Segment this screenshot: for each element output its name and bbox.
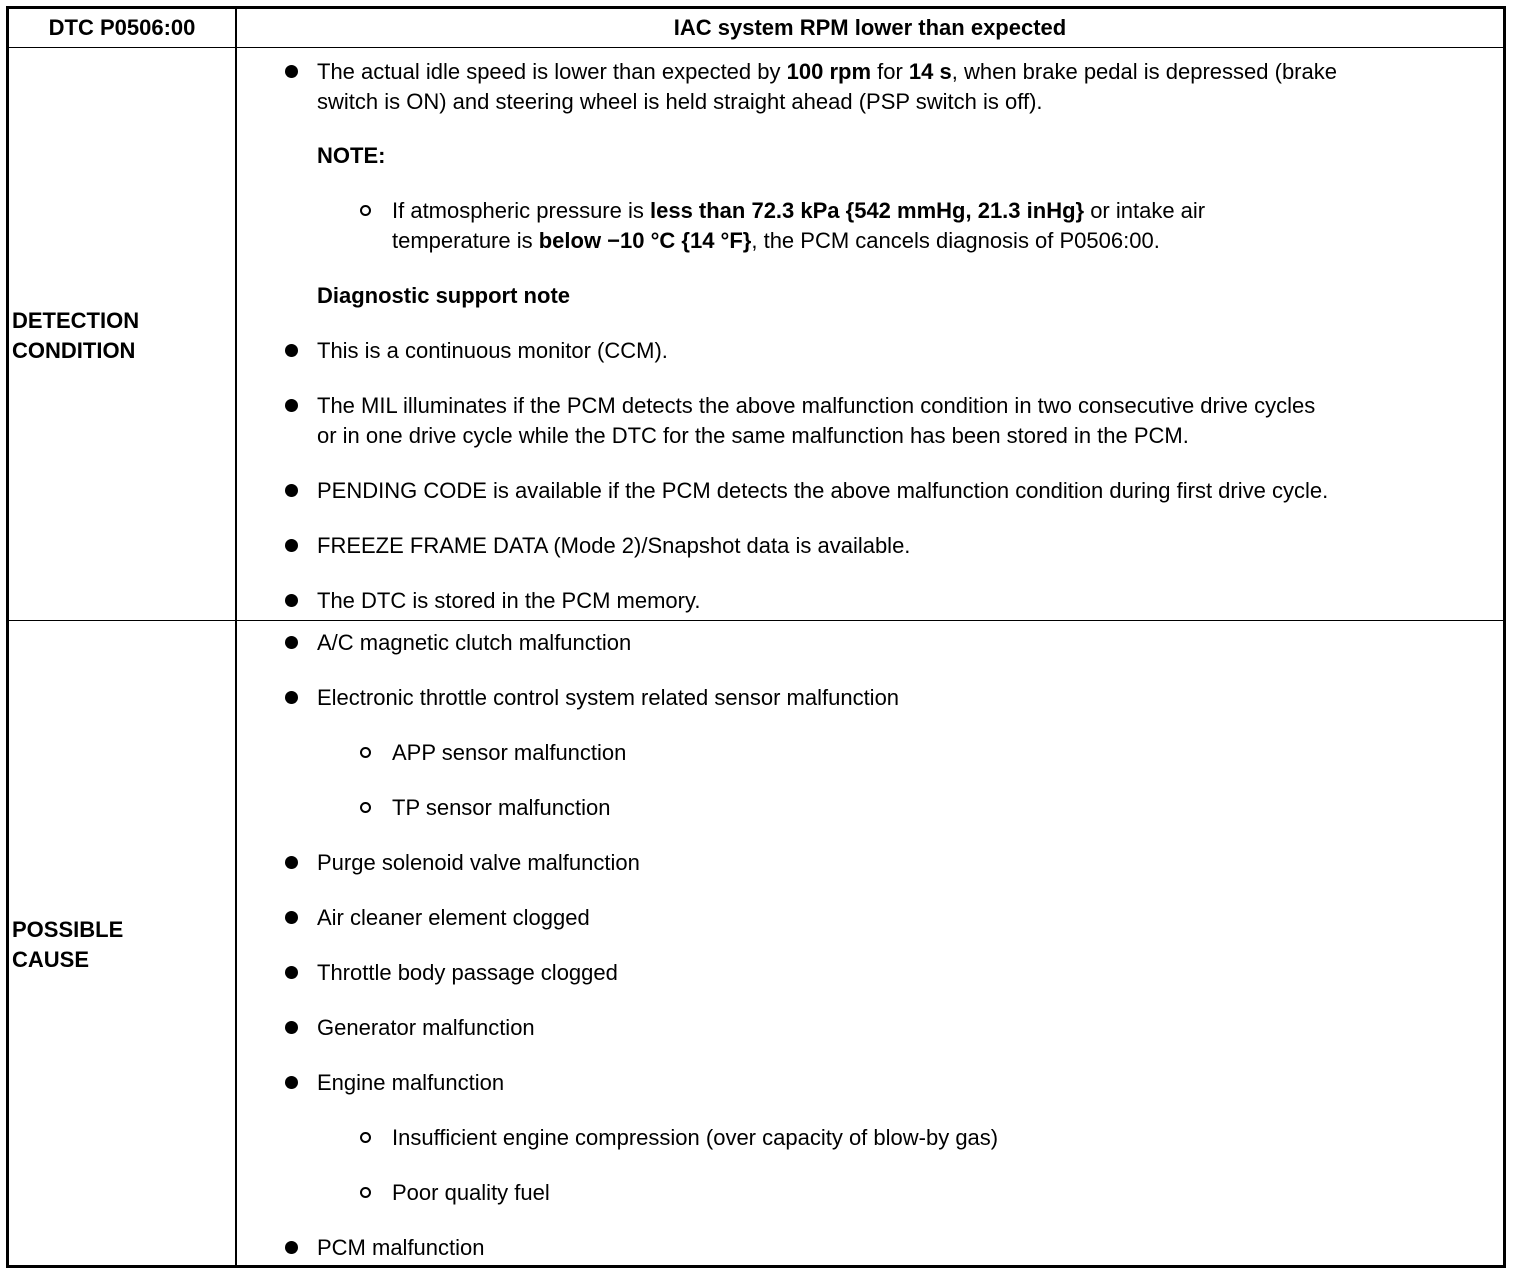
support-item: The DTC is stored in the PCM memory. [317,588,701,613]
cause-item: Engine malfunction [317,1070,505,1095]
bullet-icon [285,344,298,357]
circle-bullet-icon [360,747,371,758]
cause-item: PCM malfunction [317,1235,485,1260]
bullet-icon [285,1076,298,1089]
bullet-icon [285,636,298,649]
detection-item: The actual idle speed is lower than expected by 100 rpm for 14 s, when brake pedal is depressed (brake switch is ON) and steering wheel is held straight ahead (PSP switch is off). [317,59,1337,114]
cause-item: Electronic throttle control system related sensor malfunction [317,685,900,710]
cause-subitem: TP sensor malfunction [392,795,611,820]
dtc-code: DTC P0506:00 [48,15,196,40]
bullet-icon [285,399,298,412]
detection-condition-label: DETECTION CONDITION [12,308,140,363]
cause-subitem: APP sensor malfunction [392,740,627,765]
row-divider [6,620,1506,621]
possible-cause-label: POSSIBLE CAUSE [12,917,124,972]
cause-item: Throttle body passage clogged [317,960,618,985]
bullet-icon [285,856,298,869]
support-item: This is a continuous monitor (CCM). [317,338,668,363]
support-item: The MIL illuminates if the PCM detects the above malfunction condition in two consecutive drive cycles or in one drive cycle while the DTC for the same malfunction has been stored in the PCM. [317,393,1316,448]
cause-subitem: Poor quality fuel [392,1180,550,1205]
bullet-icon [285,966,298,979]
column-divider [235,6,237,1268]
circle-bullet-icon [360,1187,371,1198]
bullet-icon [285,594,298,607]
support-heading: Diagnostic support note [317,283,570,308]
circle-bullet-icon [360,1132,371,1143]
cause-item: Generator malfunction [317,1015,535,1040]
cause-item: Air cleaner element clogged [317,905,590,930]
bullet-icon [285,911,298,924]
note-heading: NOTE: [317,143,386,168]
note-item: If atmospheric pressure is less than 72.3 kPa {542 mmHg, 21.3 inHg} or intake air temperature is below −10 °C {14 °F}, the PCM cancels diagnosis of P0506:00. [392,198,1206,253]
bullet-icon [285,1021,298,1034]
bullet-icon [285,691,298,704]
support-item: PENDING CODE is available if the PCM detects the above malfunction condition during first drive cycle. [317,478,1329,503]
dtc-title: IAC system RPM lower than expected [673,15,1067,40]
header-divider [6,47,1506,48]
bullet-icon [285,65,298,78]
circle-bullet-icon [360,205,371,216]
bullet-icon [285,539,298,552]
cause-subitem: Insufficient engine compression (over capacity of blow-by gas) [392,1125,999,1150]
bullet-icon [285,1241,298,1254]
cause-item: Purge solenoid valve malfunction [317,850,640,875]
circle-bullet-icon [360,802,371,813]
cause-item: A/C magnetic clutch malfunction [317,630,632,655]
bullet-icon [285,484,298,497]
support-item: FREEZE FRAME DATA (Mode 2)/Snapshot data is available. [317,533,911,558]
